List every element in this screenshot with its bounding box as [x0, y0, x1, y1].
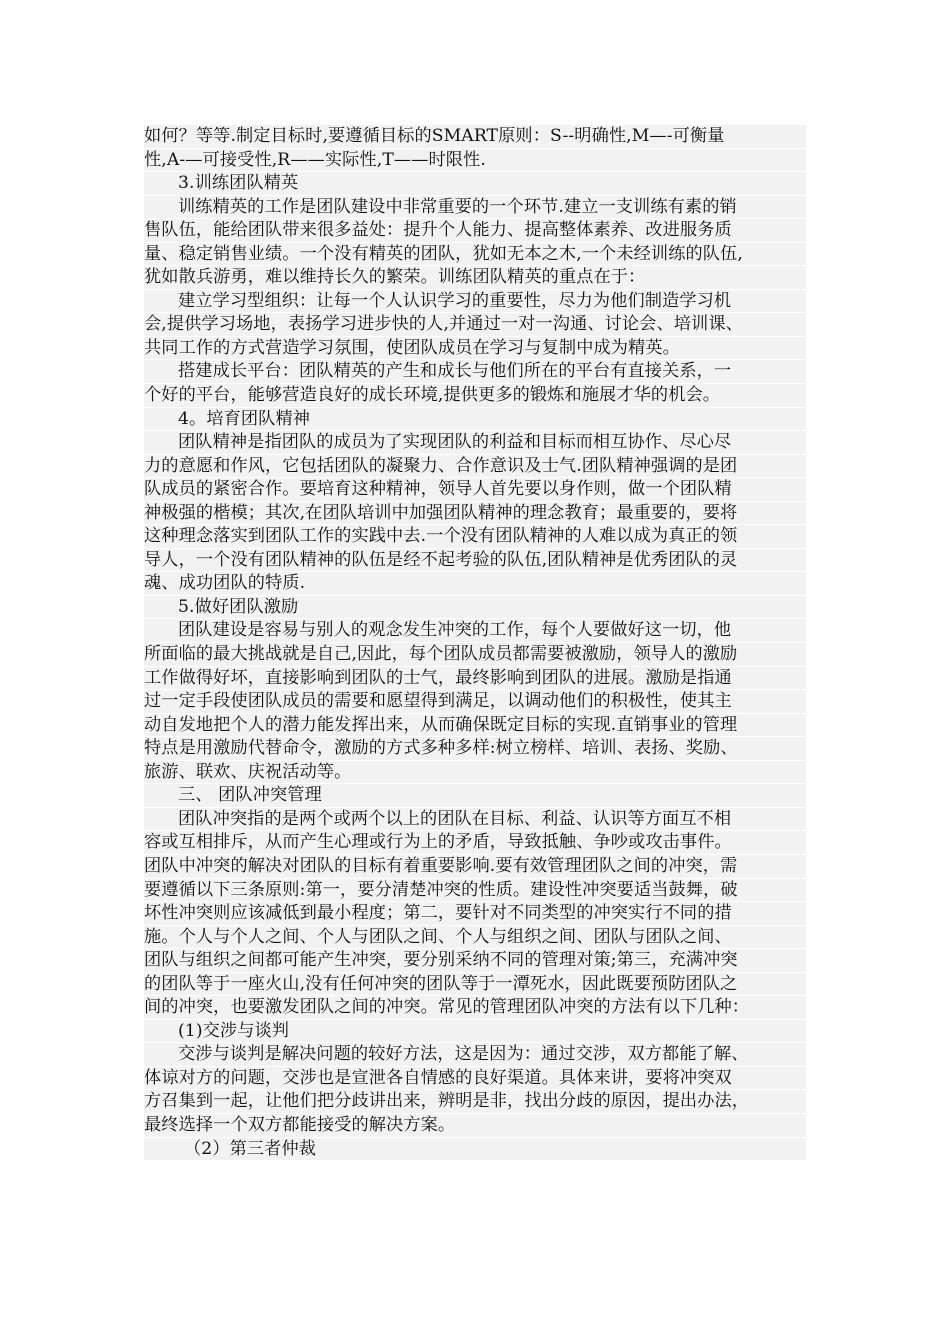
text-line: 如何？等等.制定目标时,要遵循目标的SMART原则：S--明确性,M—-可衡量 — [144, 125, 806, 149]
text-line: 过一定手段使团队成员的需要和愿望得到满足，以调动他们的积极性，使其主 — [144, 690, 806, 714]
text-line: 方召集到一起，让他们把分歧讲出来，辨明是非，找出分歧的原因，提出办法， — [144, 1090, 806, 1114]
text-line: 量、稳定销售业绩。一个没有精英的团队，犹如无本之木,一个未经训练的队伍, — [144, 243, 806, 267]
section-heading: 5.做好团队激励 — [144, 596, 806, 620]
text-line: 队成员的紧密合作。要培育这种精神，领导人首先要以身作则，做一个团队精 — [144, 478, 806, 502]
text-line: 神极强的楷模；其次,在团队培训中加强团队精神的理念教育；最重要的，要将 — [144, 502, 806, 526]
section-heading: （2）第三者仲裁 — [144, 1138, 806, 1162]
text-line: 共同工作的方式营造学习氛围，使团队成员在学习与复制中成为精英。 — [144, 337, 806, 361]
text-line: 旅游、联欢、庆祝活动等。 — [144, 761, 806, 785]
text-line: 坏性冲突则应该减低到最小程度；第二，要针对不同类型的冲突实行不同的措 — [144, 902, 806, 926]
text-line: 施。个人与个人之间、个人与团队之间、个人与组织之间、团队与团队之间、 — [144, 926, 806, 950]
text-line: 团队建设是容易与别人的观念发生冲突的工作，每个人要做好这一切，他 — [144, 619, 806, 643]
text-line: 体谅对方的问题，交涉也是宣泄各自情感的良好渠道。具体来讲，要将冲突双 — [144, 1067, 806, 1091]
text-line: 特点是用激励代替命令，激励的方式多种多样:树立榜样、培训、表扬、奖励、 — [144, 737, 806, 761]
text-line: 所面临的最大挑战就是自己,因此，每个团队成员都需要被激励，领导人的激励 — [144, 643, 806, 667]
text-line: 团队中冲突的解决对团队的目标有着重要影响.要有效管理团队之间的冲突，需 — [144, 855, 806, 879]
text-line: 这种理念落实到团队工作的实践中去.一个没有团队精神的人难以成为真正的领 — [144, 525, 806, 549]
text-line: 的团队等于一座火山,没有任何冲突的团队等于一潭死水，因此既要预防团队之 — [144, 973, 806, 997]
text-line: 动自发地把个人的潜力能发挥出来，从而确保既定目标的实现.直销事业的管理 — [144, 714, 806, 738]
text-line: 力的意愿和作风，它包括团队的凝聚力、合作意识及士气.团队精神强调的是团 — [144, 455, 806, 479]
text-line: 售队伍，能给团队带来很多益处：提升个人能力、提高整体素养、改进服务质 — [144, 219, 806, 243]
text-line: 团队与组织之间都可能产生冲突，要分别采纳不同的管理对策;第三，充满冲突 — [144, 949, 806, 973]
text-line: 最终选择一个双方都能接受的解决方案。 — [144, 1114, 806, 1138]
text-line: 训练精英的工作是团队建设中非常重要的一个环节.建立一支训练有素的销 — [144, 196, 806, 220]
text-line: 搭建成长平台：团队精英的产生和成长与他们所在的平台有直接关系，一 — [144, 360, 806, 384]
document-body — [144, 125, 806, 1161]
text-line: 团队精神是指团队的成员为了实现团队的利益和目标而相互协作、尽心尽 — [144, 431, 806, 455]
section-heading: 3.训练团队精英 — [144, 172, 806, 196]
section-heading: 三、 团队冲突管理 — [144, 784, 806, 808]
text-line: 容或互相排斥，从而产生心理或行为上的矛盾，导致抵触、争吵或攻击事件。 — [144, 831, 806, 855]
text-line: 犹如散兵游勇，难以维持长久的繁荣。训练团队精英的重点在于： — [144, 266, 806, 290]
text-line: 间的冲突，也要激发团队之间的冲突。常见的管理团队冲突的方法有以下几种： — [144, 996, 806, 1020]
section-heading: (1)交涉与谈判 — [144, 1020, 806, 1044]
text-line: 导人，一个没有团队精神的队伍是经不起考验的队伍,团队精神是优秀团队的灵 — [144, 549, 806, 573]
text-line: 建立学习型组织：让每一个人认识学习的重要性，尽力为他们制造学习机 — [144, 290, 806, 314]
text-line: 性,A-—可接受性,R——实际性,T——时限性. — [144, 149, 806, 173]
text-line: 团队冲突指的是两个或两个以上的团队在目标、利益、认识等方面互不相 — [144, 808, 806, 832]
text-line: 会,提供学习场地，表扬学习进步快的人,并通过一对一沟通、讨论会、培训课、 — [144, 313, 806, 337]
text-line: 交涉与谈判是解决问题的较好方法，这是因为：通过交涉，双方都能了解、 — [144, 1043, 806, 1067]
text-line: 要遵循以下三条原则:第一，要分清楚冲突的性质。建设性冲突要适当鼓舞，破 — [144, 879, 806, 903]
text-line: 魂、成功团队的特质. — [144, 572, 806, 596]
section-heading: 4。培育团队精神 — [144, 408, 806, 432]
text-line: 工作做得好坏，直接影响到团队的士气，最终影响到团队的进展。激励是指通 — [144, 667, 806, 691]
text-line: 个好的平台，能够营造良好的成长环境,提供更多的锻炼和施展才华的机会。 — [144, 384, 806, 408]
